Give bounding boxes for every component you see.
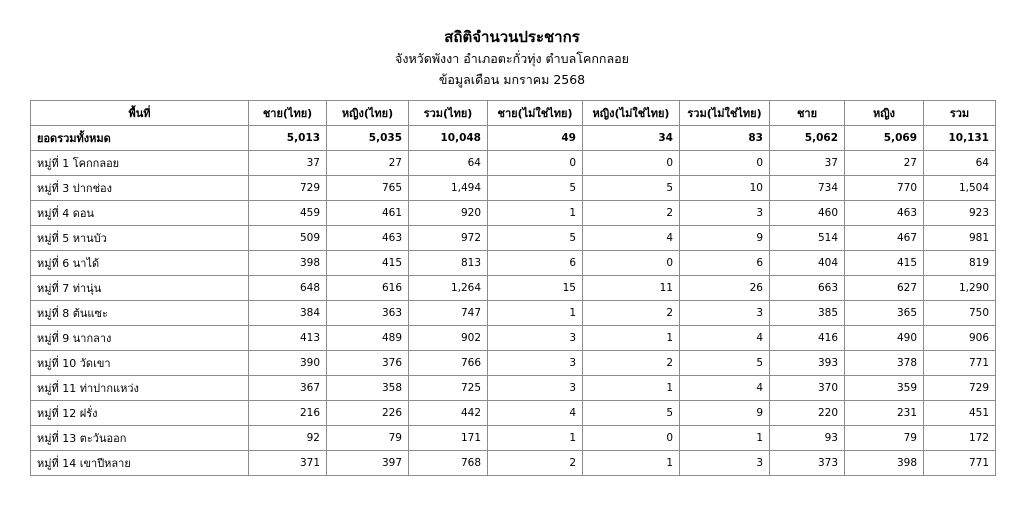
value-cell: 3 (488, 326, 583, 351)
value-cell: 27 (845, 151, 924, 176)
value-cell: 370 (770, 376, 845, 401)
area-cell: หมู่ที่ 3 ปากช่อง (31, 176, 249, 201)
value-cell: 415 (845, 251, 924, 276)
table-row (31, 226, 996, 251)
value-cell: 10,048 (409, 126, 488, 151)
report-subtitle: จังหวัดพังงา อำเภอตะกั่วทุ่ง ตำบลโคกกลอย (395, 51, 629, 66)
value-cell: 489 (327, 326, 409, 351)
value-cell: 734 (770, 176, 845, 201)
value-cell: 902 (409, 326, 488, 351)
value-cell: 6 (680, 251, 770, 276)
value-cell: 616 (327, 276, 409, 301)
area-cell: ยอดรวมทั้งหมด (31, 126, 249, 151)
column-header: พื้นที่ (31, 101, 249, 126)
table-row (31, 251, 996, 276)
value-cell: 4 (680, 376, 770, 401)
value-cell: 463 (845, 201, 924, 226)
table-row (31, 351, 996, 376)
value-cell: 729 (249, 176, 327, 201)
value-cell: 3 (488, 351, 583, 376)
value-cell: 373 (770, 451, 845, 476)
value-cell: 397 (327, 451, 409, 476)
column-header: รวม(ไม่ใช่ไทย) (680, 101, 770, 126)
value-cell: 416 (770, 326, 845, 351)
value-cell: 5,013 (249, 126, 327, 151)
value-cell: 3 (680, 451, 770, 476)
value-cell: 819 (924, 251, 996, 276)
value-cell: 813 (409, 251, 488, 276)
value-cell: 463 (327, 226, 409, 251)
value-cell: 5,069 (845, 126, 924, 151)
value-cell: 9 (680, 401, 770, 426)
value-cell: 15 (488, 276, 583, 301)
area-cell: หมู่ที่ 12 ฝรั่ง (31, 401, 249, 426)
value-cell: 231 (845, 401, 924, 426)
value-cell: 34 (583, 126, 680, 151)
value-cell: 49 (488, 126, 583, 151)
value-cell: 771 (924, 451, 996, 476)
table-row (31, 176, 996, 201)
value-cell: 3 (680, 301, 770, 326)
value-cell: 461 (327, 201, 409, 226)
value-cell: 5 (680, 351, 770, 376)
value-cell: 1,504 (924, 176, 996, 201)
value-cell: 4 (583, 226, 680, 251)
area-cell: หมู่ที่ 10 วัดเขา (31, 351, 249, 376)
value-cell: 460 (770, 201, 845, 226)
value-cell: 972 (409, 226, 488, 251)
value-cell: 768 (409, 451, 488, 476)
area-cell: หมู่ที่ 1 โคกกลอย (31, 151, 249, 176)
value-cell: 371 (249, 451, 327, 476)
column-header: หญิง (845, 101, 924, 126)
value-cell: 378 (845, 351, 924, 376)
value-cell: 365 (845, 301, 924, 326)
table-row (31, 276, 996, 301)
value-cell: 490 (845, 326, 924, 351)
column-header: ชาย(ไม่ใช่ไทย) (488, 101, 583, 126)
table-row (31, 401, 996, 426)
area-cell: หมู่ที่ 9 นากลาง (31, 326, 249, 351)
value-cell: 467 (845, 226, 924, 251)
value-cell: 6 (488, 251, 583, 276)
value-cell: 358 (327, 376, 409, 401)
value-cell: 1 (583, 451, 680, 476)
value-cell: 415 (327, 251, 409, 276)
total-row (31, 126, 996, 151)
value-cell: 27 (327, 151, 409, 176)
column-header: ชาย (770, 101, 845, 126)
value-cell: 4 (488, 401, 583, 426)
value-cell: 663 (770, 276, 845, 301)
area-cell: หมู่ที่ 7 ท่านุ่น (31, 276, 249, 301)
report-data-month: ข้อมูลเดือน มกราคม 2568 (438, 72, 586, 87)
value-cell: 216 (249, 401, 327, 426)
value-cell: 2 (583, 301, 680, 326)
area-cell: หมู่ที่ 13 ตะวันออก (31, 426, 249, 451)
value-cell: 172 (924, 426, 996, 451)
value-cell: 0 (680, 151, 770, 176)
value-cell: 771 (924, 351, 996, 376)
value-cell: 725 (409, 376, 488, 401)
table-row (31, 451, 996, 476)
value-cell: 648 (249, 276, 327, 301)
table-row (31, 151, 996, 176)
value-cell: 404 (770, 251, 845, 276)
value-cell: 3 (680, 201, 770, 226)
value-cell: 64 (924, 151, 996, 176)
value-cell: 981 (924, 226, 996, 251)
value-cell: 376 (327, 351, 409, 376)
value-cell: 3 (488, 376, 583, 401)
value-cell: 442 (409, 401, 488, 426)
value-cell: 514 (770, 226, 845, 251)
value-cell: 627 (845, 276, 924, 301)
value-cell: 5 (488, 176, 583, 201)
value-cell: 2 (583, 351, 680, 376)
area-cell: หมู่ที่ 14 เขาปีหลาย (31, 451, 249, 476)
value-cell: 37 (249, 151, 327, 176)
column-header: รวม (924, 101, 996, 126)
value-cell: 79 (327, 426, 409, 451)
value-cell: 92 (249, 426, 327, 451)
value-cell: 385 (770, 301, 845, 326)
column-header: หญิง(ไทย) (327, 101, 409, 126)
value-cell: 393 (770, 351, 845, 376)
table-row (31, 426, 996, 451)
value-cell: 398 (845, 451, 924, 476)
population-table (30, 100, 996, 476)
report-title: สถิติจำนวนประชากร (444, 28, 580, 46)
value-cell: 5,062 (770, 126, 845, 151)
value-cell: 398 (249, 251, 327, 276)
value-cell: 64 (409, 151, 488, 176)
value-cell: 363 (327, 301, 409, 326)
value-cell: 220 (770, 401, 845, 426)
value-cell: 384 (249, 301, 327, 326)
area-cell: หมู่ที่ 8 ต้นแซะ (31, 301, 249, 326)
area-cell: หมู่ที่ 5 หานบัว (31, 226, 249, 251)
value-cell: 923 (924, 201, 996, 226)
value-cell: 5 (583, 401, 680, 426)
value-cell: 2 (583, 201, 680, 226)
value-cell: 226 (327, 401, 409, 426)
value-cell: 9 (680, 226, 770, 251)
value-cell: 1,494 (409, 176, 488, 201)
value-cell: 5 (488, 226, 583, 251)
value-cell: 0 (488, 151, 583, 176)
value-cell: 93 (770, 426, 845, 451)
value-cell: 766 (409, 351, 488, 376)
table-row (31, 326, 996, 351)
value-cell: 10,131 (924, 126, 996, 151)
value-cell: 750 (924, 301, 996, 326)
value-cell: 729 (924, 376, 996, 401)
value-cell: 459 (249, 201, 327, 226)
value-cell: 1,290 (924, 276, 996, 301)
value-cell: 0 (583, 251, 680, 276)
area-cell: หมู่ที่ 4 ดอน (31, 201, 249, 226)
table-row (31, 376, 996, 401)
value-cell: 770 (845, 176, 924, 201)
column-header: รวม(ไทย) (409, 101, 488, 126)
value-cell: 2 (488, 451, 583, 476)
value-cell: 451 (924, 401, 996, 426)
value-cell: 83 (680, 126, 770, 151)
table-header-row (31, 101, 996, 126)
table-row (31, 301, 996, 326)
value-cell: 1 (583, 326, 680, 351)
value-cell: 1,264 (409, 276, 488, 301)
value-cell: 920 (409, 201, 488, 226)
value-cell: 26 (680, 276, 770, 301)
area-cell: หมู่ที่ 6 นาได้ (31, 251, 249, 276)
table-row (31, 201, 996, 226)
value-cell: 413 (249, 326, 327, 351)
report-header (0, 0, 1024, 90)
value-cell: 1 (680, 426, 770, 451)
value-cell: 390 (249, 351, 327, 376)
value-cell: 906 (924, 326, 996, 351)
value-cell: 1 (488, 201, 583, 226)
value-cell: 4 (680, 326, 770, 351)
value-cell: 765 (327, 176, 409, 201)
value-cell: 1 (583, 376, 680, 401)
value-cell: 367 (249, 376, 327, 401)
value-cell: 37 (770, 151, 845, 176)
value-cell: 509 (249, 226, 327, 251)
value-cell: 79 (845, 426, 924, 451)
value-cell: 1 (488, 301, 583, 326)
column-header: ชาย(ไทย) (249, 101, 327, 126)
value-cell: 359 (845, 376, 924, 401)
value-cell: 10 (680, 176, 770, 201)
value-cell: 5 (583, 176, 680, 201)
value-cell: 171 (409, 426, 488, 451)
value-cell: 1 (488, 426, 583, 451)
value-cell: 11 (583, 276, 680, 301)
value-cell: 0 (583, 151, 680, 176)
value-cell: 747 (409, 301, 488, 326)
value-cell: 5,035 (327, 126, 409, 151)
area-cell: หมู่ที่ 11 ท่าปากแหว่ง (31, 376, 249, 401)
value-cell: 0 (583, 426, 680, 451)
column-header: หญิง(ไม่ใช่ไทย) (583, 101, 680, 126)
